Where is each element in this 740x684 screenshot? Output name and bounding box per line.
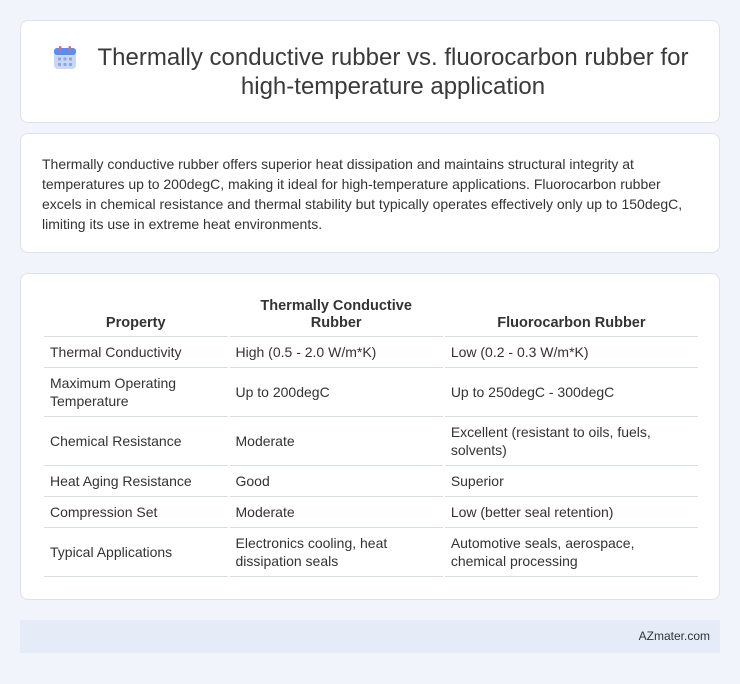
thermally-conductive-cell: Moderate (230, 497, 443, 528)
property-cell: Heat Aging Resistance (44, 466, 228, 497)
property-cell: Compression Set (44, 497, 228, 528)
header-property: Property (44, 294, 228, 337)
property-cell: Chemical Resistance (44, 417, 228, 466)
table-row (44, 368, 698, 417)
fluorocarbon-cell: Excellent (resistant to oils, fuels, solvents) (445, 417, 698, 466)
thermally-conductive-cell: Good (230, 466, 443, 497)
fluorocarbon-cell: Low (better seal retention) (445, 497, 698, 528)
property-cell: Thermal Conductivity (44, 337, 228, 368)
table-row (44, 417, 698, 466)
summary-text: Thermally conductive rubber offers superior heat dissipation and maintains structural integrity at temperatures up to 200degC, making it ideal for high-temperature applications. Fluorocarbon rubber excels in chemical resistance and thermal stability but typically operates effectively only up to 150degC, limiting its use in extreme heat environments. (42, 156, 683, 232)
header-fluorocarbon-rubber: Fluorocarbon Rubber (445, 294, 698, 337)
comparison-table (42, 294, 700, 577)
title-card (20, 20, 720, 123)
thermally-conductive-cell: Up to 200degC (230, 368, 443, 417)
table-row (44, 337, 698, 368)
fluorocarbon-cell: Low (0.2 - 0.3 W/m*K) (445, 337, 698, 368)
page-title: Thermally conductive rubber vs. fluorocarbon rubber for high-temperature application (97, 44, 689, 100)
summary-card (20, 133, 720, 253)
fluorocarbon-cell: Superior (445, 466, 698, 497)
table-row (44, 528, 698, 577)
property-cell: Typical Applications (44, 528, 228, 577)
property-cell: Maximum Operating Temperature (44, 368, 228, 417)
table-header-row (44, 294, 698, 337)
fluorocarbon-cell: Automotive seals, aerospace, chemical processing (445, 528, 698, 577)
table-row (44, 497, 698, 528)
table-row (44, 466, 698, 497)
thermally-conductive-cell: High (0.5 - 2.0 W/m*K) (230, 337, 443, 368)
footer (20, 620, 720, 653)
comparison-card (20, 273, 720, 600)
thermally-conductive-cell: Moderate (230, 417, 443, 466)
thermally-conductive-cell: Electronics cooling, heat dissipation seals (230, 528, 443, 577)
footer-brand: AZmater.com (638, 629, 710, 643)
header-thermally-conductive-rubber: Thermally Conductive Rubber (230, 294, 443, 337)
fluorocarbon-cell: Up to 250degC - 300degC (445, 368, 698, 417)
